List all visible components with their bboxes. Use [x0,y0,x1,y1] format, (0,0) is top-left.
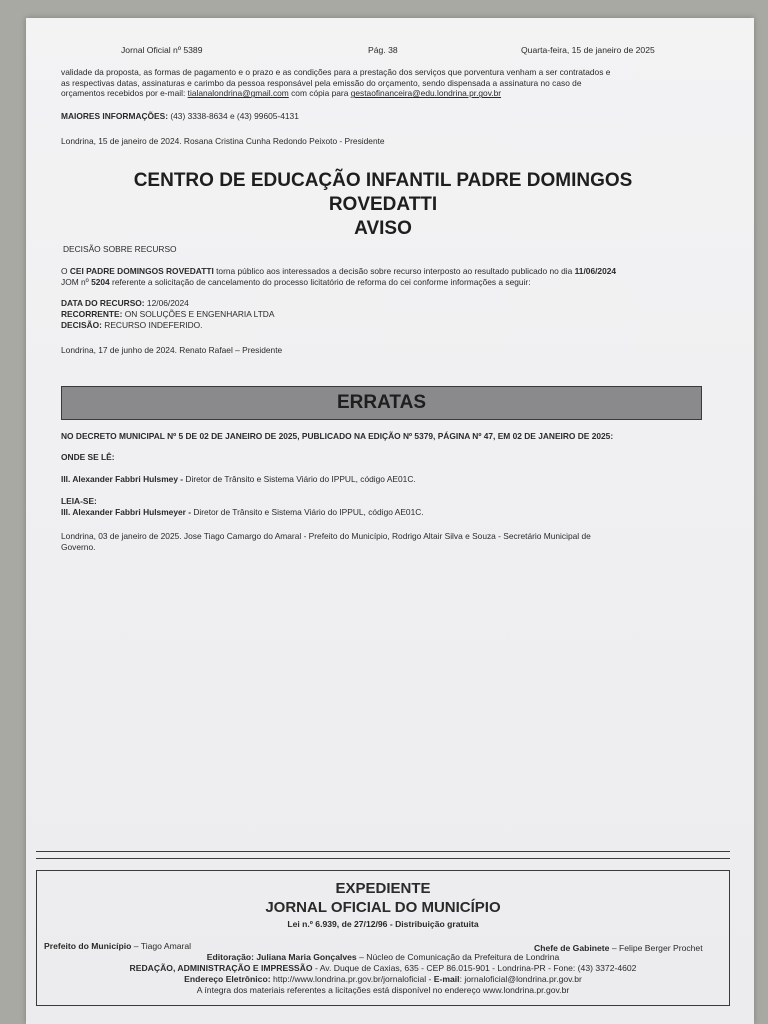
cei-subtitle: DECISÃO SOBRE RECURSO [63,244,177,254]
onde-se-le-name: III. Alexander Fabbri Hulsmey - [61,474,184,484]
redacao-line [37,963,729,974]
leia-se-rest: Diretor de Trânsito e Sistema Viário do IPPUL, código AE01C. [191,507,424,517]
endereco-label: Endereço Eletrônico: [184,974,271,984]
onde-se-le-rest: Diretor de Trânsito e Sistema Viário do IPPUL, código AE01C. [183,474,416,484]
email-link-copy[interactable]: gestaofinanceira@edu.londrina.pr.gov.br [350,88,502,99]
cei-p2-a: JOM nº [61,277,92,287]
document-page [26,18,754,1024]
erratas-signature-line-1: Londrina, 03 de janeiro de 2025. Jose Tiago Camargo do Amaral - Prefeito do Município, Rodrigo Altair Silva e Souza - Secretário Municipal de [61,531,591,541]
header-page: Pág. 38 [368,45,398,55]
recorrente-label: RECORRENTE: [61,309,123,319]
cei-paragraph-line-2 [61,277,531,288]
cei-name: CEI PADRE DOMINGOS ROVEDATTI [69,266,214,276]
chefe-label: Chefe de Gabinete [534,943,610,953]
divider-line-1 [36,851,730,852]
cei-publication-date: 11/06/2024 [574,266,617,276]
onde-se-le-text [61,474,416,485]
cei-p1-a: O [61,266,70,276]
editoracao-value: – Núcleo de Comunicação da Prefeitura de Londrina [356,952,560,962]
erratas-signature-line-2: Governo. [61,542,96,552]
divider-line-2 [36,858,730,859]
intro-line-3 [61,88,706,99]
erratas-decree: NO DECRETO MUNICIPAL Nº 5 DE 02 DE JANEIRO DE 2025, PUBLICADO NA EDIÇÃO Nº 5379, PÁGINA Nº 47, EM 02 DE JANEIRO DE 2025: [61,431,614,441]
intro-line-3-mid: com cópia para [288,88,351,99]
expediente-journal: JORNAL OFICIAL DO MUNICÍPIO [265,899,501,916]
cei-p1-b: torna público aos interessados a decisão sobre recurso interposto ao resultado publicado no dia [213,266,575,276]
onde-se-le-label: ONDE SE LÊ: [61,452,115,462]
editoracao-line [37,952,729,963]
decisao [61,320,202,331]
data-recurso-label: DATA DO RECURSO: [61,298,145,308]
intro-line-3-prefix: orçamentos recebidos por e-mail: [61,88,188,99]
prefeito-label: Prefeito do Município [44,941,132,951]
cei-title-line-1: CENTRO DE EDUCAÇÃO INFANTIL PADRE DOMINGOS [133,170,633,191]
chefe-name: – Felipe Berger Prochet [609,943,703,953]
intro-line-2: as respectivas datas, assinaturas e carimbo da pessoa responsável pela emissão do orçamento, sendo dispensada a assinatura no caso de [61,77,582,88]
intro-paragraph [61,67,706,99]
expediente-box [36,870,730,1006]
info-value: (43) 3338-8634 e (43) 99605-4131 [168,111,299,121]
info-label: MAIORES INFORMAÇÕES: [61,111,169,121]
recorrente-value: ON SOLUÇÕES E ENGENHARIA LTDA [122,309,275,319]
signature-top: Londrina, 15 de janeiro de 2024. Rosana Cristina Cunha Redondo Peixoto - Presidente [61,136,385,146]
leia-se-name: III. Alexander Fabbri Hulsmeyer - [61,507,192,517]
decisao-value: RECURSO INDEFERIDO. [101,320,203,330]
email-label: E-mail [433,974,460,984]
prefeito-name: – Tiago Amaral [131,941,192,951]
email-link-primary[interactable]: tialanalondrina@gmail.com [187,88,289,99]
data-recurso-value: 12/06/2024 [144,298,189,308]
cei-paragraph-line-1 [61,266,616,277]
cei-title-line-2: ROVEDATTI [328,194,438,215]
leia-se-text [61,507,424,518]
expediente-lei: Lei n.º 6.939, de 27/12/96 - Distribuição gratuita [287,919,479,929]
prefeito-line [44,941,191,951]
cei-jom-number: 5204 [91,277,110,287]
endereco-value: http://www.londrina.pr.gov.br/jornaloficial - [270,974,434,984]
decisao-label: DECISÃO: [61,320,102,330]
leia-se-label: LEIA-SE: [61,496,97,506]
signature-cei: Londrina, 17 de junho de 2024. Renato Rafael – Presidente [61,345,283,355]
redacao-value: - Av. Duque de Caxias, 635 - CEP 86.015-901 - Londrina-PR - Fone: (43) 3372-4602 [312,963,637,973]
cei-title-aviso: AVISO [354,218,412,239]
intro-line-1: validade da proposta, as formas de pagamento e o prazo e as condições para a prestação dos serviços que porventura venham a ser contratados e [61,67,611,77]
expediente-title: EXPEDIENTE [335,880,431,897]
erratas-title-bar: ERRATAS [61,386,702,420]
integra-line: A íntegra dos materiais referentes a licitações está disponível no endereço www.londrina.pr.gov.br [196,985,570,995]
redacao-label: REDAÇÃO, ADMINISTRAÇÃO E IMPRESSÃO [129,963,313,973]
editoracao-label: Editoração: Juliana Maria Gonçalves [206,952,357,962]
cei-p2-b: referente a solicitação de cancelamento do processo licitatório de reforma do cei conforme informações a seguir: [109,277,531,287]
header-journal: Jornal Oficial nº 5389 [121,45,203,55]
data-recurso [61,298,189,309]
email-value: : jornaloficial@londrina.pr.gov.br [459,974,582,984]
info-line [61,111,299,122]
header-date: Quarta-feira, 15 de janeiro de 2025 [521,45,655,55]
endereco-line [37,974,729,985]
recorrente [61,309,274,320]
